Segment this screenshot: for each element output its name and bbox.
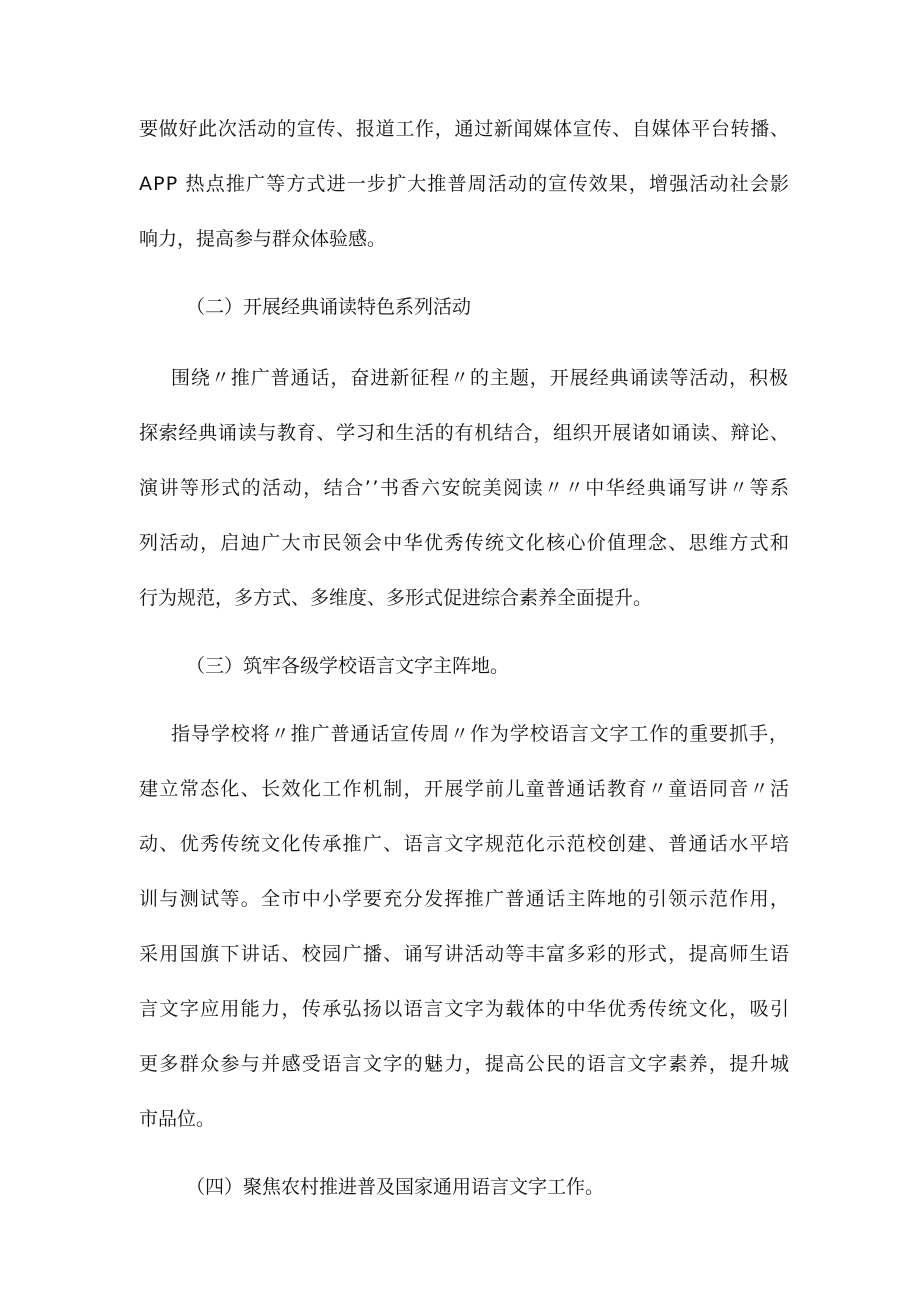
paragraph-line: APP 热点推广等方式进一步扩大推普周活动的宣传效果，增强活动社会影 (139, 173, 791, 195)
paragraph-line: 采用国旗下讲话、校园广播、诵写讲活动等丰富多彩的形式，提高师生语 (139, 943, 791, 965)
paragraph-line: 演讲等形式的活动，结合’’书香六安皖美阅读〃〃中华经典诵写讲〃等系 (139, 477, 791, 499)
paragraph-line: 探索经典诵读与教育、学习和生活的有机结合，组织开展诸如诵读、辩论、 (139, 422, 790, 444)
section-heading-2: （二）开展经典诵读特色系列活动 (186, 296, 472, 318)
paragraph-line: 更多群众参与并感受语言文字的魅力，提高公民的语言文字素养，提升城 (139, 1053, 791, 1075)
paragraph-line: 响力，提高参与群众体验感。 (139, 228, 387, 250)
paragraph-line: 列活动，启迪广大市民领会中华优秀传统文化核心价值理念、思维方式和 (139, 532, 791, 554)
paragraph-line: 动、优秀传统文化传承推广、语言文字规范化示范校创建、普通话水平培 (139, 833, 791, 855)
paragraph-line: 指导学校将〃推广普通话宣传周〃作为学校语言文字工作的重要抓手， (171, 723, 789, 745)
paragraph-line: 训与测试等。全市中小学要充分发挥推广普通话主阵地的引领示范作用， (139, 888, 791, 910)
paragraph-line: 建立常态化、长效化工作机制，开展学前儿童普通话教育〃童语同音〃活 (139, 778, 791, 800)
paragraph-line: 围绕〃推广普通话，奋进新征程〃的主题，开展经典诵读等活动，积极 (171, 367, 789, 389)
paragraph-line: 言文字应用能力，传承弘扬以语言文字为载体的中华优秀传统文化，吸引 (139, 998, 791, 1020)
paragraph-line: 行为规范，多方式、多维度、多形式促进综合素养全面提升。 (139, 587, 653, 609)
section-heading-3: （三）筑牢各级学校语言文字主阵地。 (186, 655, 510, 677)
paragraph-line: 市品位。 (139, 1108, 216, 1130)
section-heading-4: （四）聚焦农村推进普及国家通用语言文字工作。 (186, 1176, 605, 1198)
paragraph-line: 要做好此次活动的宣传、报道工作，通过新闻媒体宣传、自媒体平台转播、 (139, 118, 790, 140)
